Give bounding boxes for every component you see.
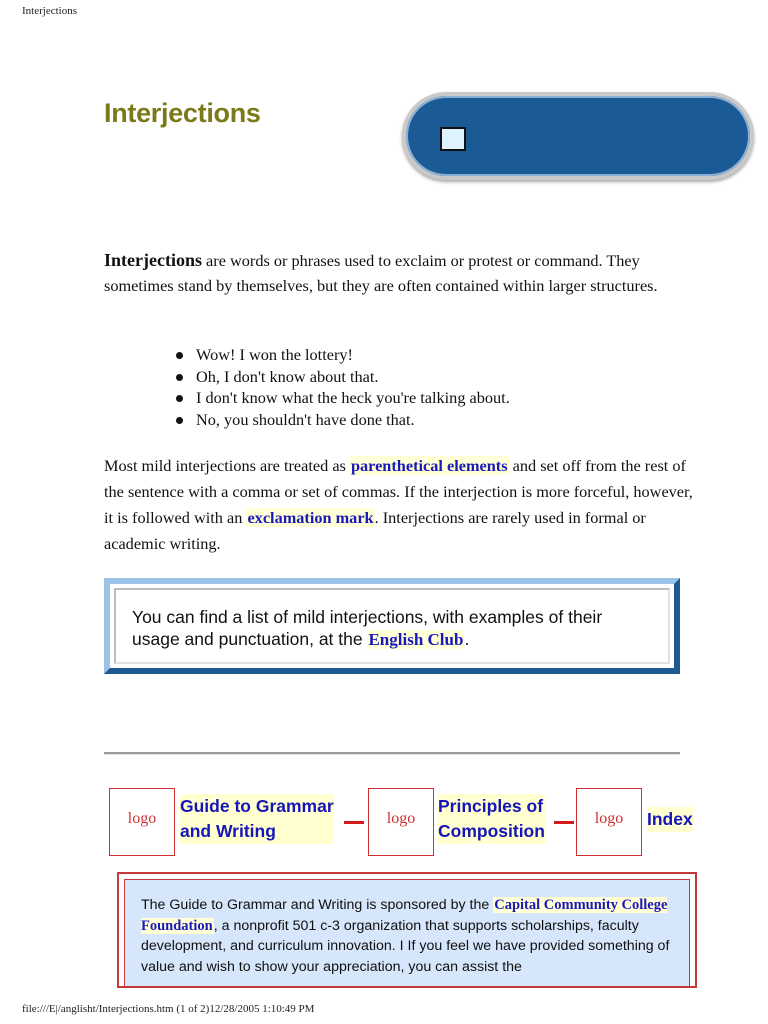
page-title: Interjections: [104, 98, 261, 128]
bullet-dot-icon: [176, 417, 183, 424]
example-text: Wow! I won the lottery!: [196, 345, 353, 364]
browser-header-title: Interjections: [22, 5, 77, 17]
browser-footer: file:///E|/anglisht/Interjections.htm (1 of 2)12/28/2005 1:10:49 PM: [22, 1003, 315, 1015]
sponsor-text-2: , a nonprofit 501 c-3 organization that supports scholarships, faculty development, and curriculum innovation. I If you feel we have provided something of value and wish to show your appreciation, you can assist the: [141, 917, 670, 975]
horizontal-divider: [104, 752, 680, 755]
example-text: No, you shouldn't have done that.: [196, 409, 415, 429]
list-item: [176, 344, 510, 366]
principles-of-composition-link[interactable]: [438, 794, 545, 844]
intro-term: Interjections: [104, 250, 202, 270]
callout-body: You can find a list of mild interjections, with examples of their usage and punctuation, at the: [132, 607, 603, 649]
callout-text: [132, 606, 652, 651]
usage-paragraph: [104, 453, 699, 557]
bullet-dot-icon: [176, 395, 183, 402]
bullet-dot-icon: [176, 374, 183, 381]
nav-separator: [344, 821, 364, 824]
decorative-header-pill: [402, 92, 754, 180]
intro-text: are words or phrases used to exclaim or protest or command. They sometimes stand by themselves, but they are often contained within larger structures.: [104, 251, 658, 295]
capital-community-college-link[interactable]: Capital Community College Foundation: [141, 897, 668, 934]
sponsor-box: [117, 872, 697, 988]
usage-text-3: . Interjections are rarely used in formal or academic writing.: [104, 508, 646, 553]
usage-text-1: Most mild interjections are treated as: [104, 456, 350, 475]
list-item: [176, 366, 510, 388]
example-text: Oh, I don't know about that.: [196, 366, 379, 386]
sponsor-inner: [124, 879, 690, 988]
principles-line-1: Principles of: [438, 796, 544, 816]
index-link[interactable]: Index: [647, 807, 693, 832]
logo-alt-text: logo: [386, 810, 416, 827]
principles-logo-image[interactable]: [368, 788, 434, 856]
example-text: I don't know what the heck you're talking about.: [196, 388, 510, 407]
square-icon: [440, 127, 466, 151]
guide-line-2: and Writing: [180, 821, 276, 841]
list-item: [176, 409, 510, 431]
sponsor-text-1: The Guide to Grammar and Writing is sponsored by the: [141, 897, 494, 913]
list-item: [176, 387, 510, 409]
usage-text-2: and set off from the rest of the sentence with a comma or set of commas. If the interjection is more forceful, however, it is followed with an: [104, 456, 693, 527]
examples-list: [176, 344, 510, 430]
sponsor-text: [141, 895, 681, 977]
guide-logo-image[interactable]: [109, 788, 175, 856]
callout-inner-frame: [114, 588, 670, 664]
principles-line-2: Composition: [438, 821, 545, 841]
guide-to-grammar-link[interactable]: [180, 794, 334, 844]
exclamation-mark-link[interactable]: exclamation mark: [247, 508, 374, 527]
logo-alt-text: logo: [127, 810, 157, 827]
english-club-link[interactable]: English Club: [368, 630, 464, 649]
logo-alt-text: logo: [594, 810, 624, 827]
english-club-callout: [104, 578, 680, 674]
guide-line-1: Guide to Grammar: [180, 796, 334, 816]
callout-end: .: [464, 629, 470, 649]
intro-paragraph: [104, 248, 699, 298]
bullet-dot-icon: [176, 352, 183, 359]
parenthetical-elements-link[interactable]: parenthetical elements: [350, 456, 508, 475]
nav-separator: [554, 821, 574, 824]
index-logo-image[interactable]: [576, 788, 642, 856]
